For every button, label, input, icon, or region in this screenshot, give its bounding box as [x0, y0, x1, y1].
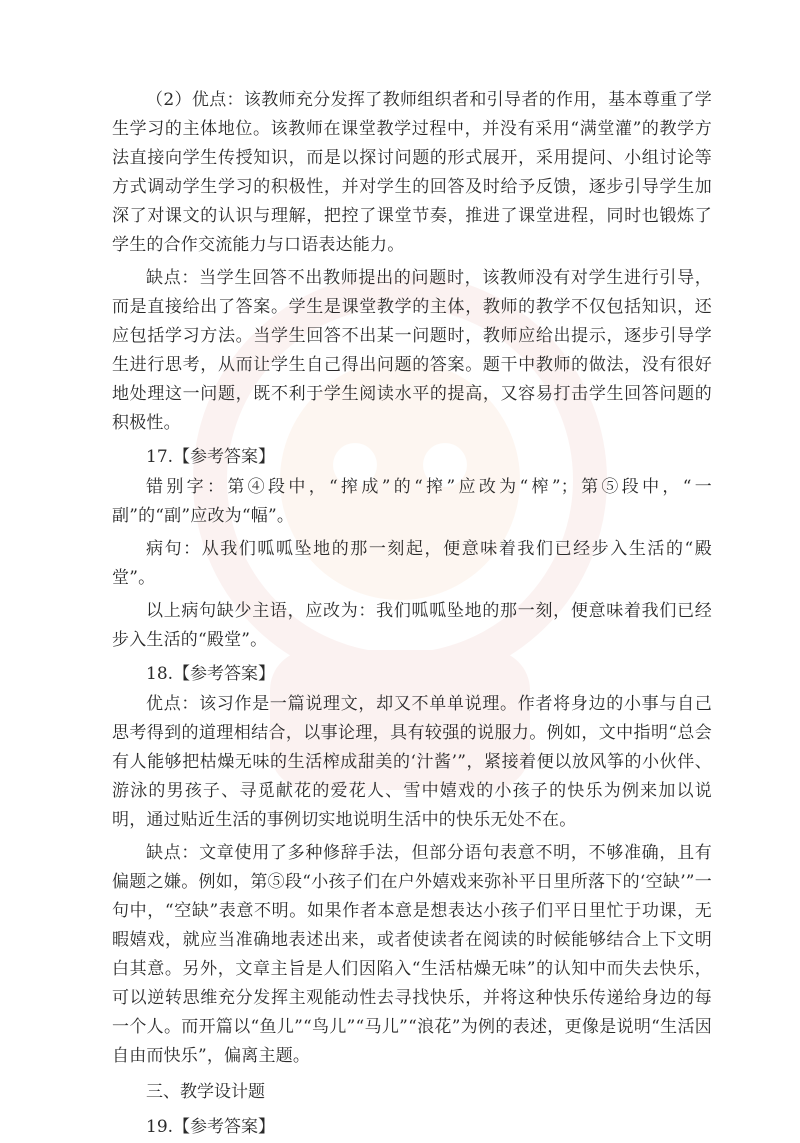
q19-heading: 19.【参考答案】 — [146, 1117, 276, 1137]
q17-heading: 17.【参考答案】 — [146, 447, 276, 467]
q18-strengths-paragraph: 优点：该习作是一篇说理文，却又不单单说理。作者将身边的小事与自己思考得到的道理相结合，以事论理，具有较强的说服力。例如，文中指明“总会有人能够把枯燥无味的生活榨成甜美的‘汁酱’”，紧接着便以放风筝的小伙伴、游泳的男孩子、寻觅献花的爱花人、雪中嬉戏的小孩子的快乐为例来加以说明，通过贴近生活的事例切实地说明生活中的快乐无处不在。 — [112, 694, 712, 830]
q17-correction-paragraph: 以上病句缺少主语，应改为：我们呱呱坠地的那一刻，便意味着我们已经步入生活的“殿堂”。 — [112, 601, 712, 650]
q16-weaknesses-paragraph: 缺点：当学生回答不出教师提出的问题时，该教师没有对学生进行引导，而是直接给出了答案。学生是课堂教学的主体，教师的教学不仅包括知识，还应包括学习方法。当学生回答不出某一问题时，教师应给出提示，逐步引导学生进行思考，从而让学生自己得出问题的答案。题干中教师的做法，没有很好地处理这一问题，既不利于学生阅读水平的提高，又容易打击学生回答问题的积极性。 — [112, 268, 712, 433]
answer-content — [112, 86, 712, 1143]
q16-strengths-paragraph: （2）优点：该教师充分发挥了教师组织者和引导者的作用，基本尊重了学生学习的主体地位。该教师在课堂教学过程中，并没有采用“满堂灌”的教学方法直接向学生传授知识，而是以探讨问题的形式展开，采用提问、小组讨论等方式调动学生学习的积极性，并对学生的回答及时给予反馈，逐步引导学生加深了对课文的认识与理解，把控了课堂节奏，推进了课堂进程，同时也锻炼了学生的合作交流能力与口语表达能力。 — [112, 90, 712, 255]
section-3-heading: 三、教学设计题 — [146, 1082, 265, 1102]
q17-sentence-paragraph: 病句：从我们呱呱坠地的那一刻起，便意味着我们已经步入生活的“殿堂”。 — [112, 539, 712, 588]
q17-typo-paragraph: 错别字：第④段中，“搾成”的“搾”应改为“榨”；第⑤段中，“一副”的“副”应改为“幅”。 — [112, 477, 712, 526]
q18-weaknesses-paragraph: 缺点：文章使用了多种修辞手法，但部分语句表意不明，不够准确，且有偏题之嫌。例如，第⑤段“小孩子们在户外嬉戏来弥补平日里所落下的‘空缺’”一句中，“空缺”表意不明。如果作者本意是想表达小孩子们平日里忙于功课，无暇嬉戏，就应当准确地表述出来，或者使读者在阅读的时候能够结合上下文明白其意。另外，文章主旨是人们因陷入“生活枯燥无味”的认知中而失去快乐，可以逆转思维充分发挥主观能动性去寻找快乐，并将这种快乐传递给身边的每一个人。而开篇以“鱼儿”“鸟儿”“马儿”“浪花”为例的表述，更像是说明“生活因自由而快乐”，偏离主题。 — [112, 843, 712, 1066]
q18-heading: 18.【参考答案】 — [146, 664, 276, 684]
